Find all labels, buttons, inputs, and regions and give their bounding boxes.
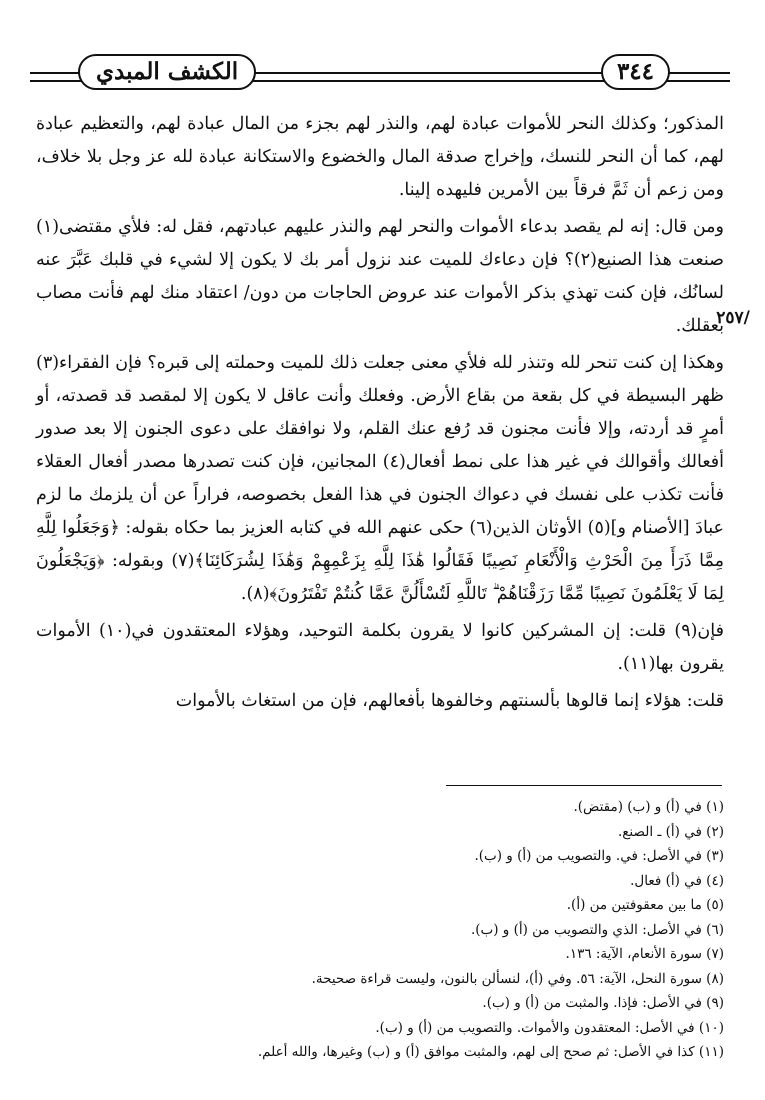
- footnotes: [36, 795, 724, 1065]
- paragraph: ومن قال: إنه لم يقصد بدعاء الأموات والنحر لهم والنذر عليهم عبادتهم، فقل له: فلأي مقتضى(١) صنعت هذا الصنيع(٢)؟ فإن دعاءك للميت عند نزول أمر بك لا يكون إلا لشيء في قلبك عَبَّرَ عنه لسانُك، فإن كنت تهذي بذكر الأموات عند عروض الحاجات من دون/ اعتقاد منك لهم فأنت مصاب بعقلك.: [36, 217, 724, 336]
- paragraph: فإن(٩) قلت: إن المشركين كانوا لا يقرون بكلمة التوحيد، وهؤلاء المعتقدون في(١٠) الأموات يقرون بها(١١).: [36, 621, 724, 674]
- main-text: [36, 108, 724, 718]
- footnote: (٥) ما بين معقوفتين من (أ).: [566, 897, 724, 913]
- footnote: (٣) في الأصل: في. والتصويب من (أ) و (ب).: [474, 848, 724, 864]
- paragraph: وهكذا إن كنت تنحر لله وتنذر لله فلأي معنى جعلت ذلك للميت وحملته إلى قبره؟ فإن الفقراء(٣) ظهر البسيطة في كل بقعة من بقاع الأرض. وفعلك وأنت عاقل لا يكون إلا لمقصد قد قصدته، أو أمرٍ قد أردته، وإلا فأنت مجنون قد رُفع عنك القلم، ولا نوافقك على دعوى الجنون إلا بعد صدور أفعالك وأقوالك في غير هذا على نمط أفعال(٤) المجانين، فإن كنت تصدرها مصدر أفعال العقلاء فأنت تكذب على نفسك في دعواك الجنون في هذا الفعل بخصوصه، فراراً عن أن يلزمك ما لزم عبادَ [الأصنام و](٥) الأوثان الذين(٦) حكى عنهم الله في كتابه العزيز بما حكاه بقوله: ﴿وَجَعَلُوا لِلَّهِ مِمَّا ذَرَأَ مِنَ الْحَرْثِ وَالْأَنْعَامِ نَصِيبًا فَقَالُوا هَٰذَا لِلَّهِ بِزَعْمِهِمْ وَهَٰذَا لِشُرَكَائِنَا﴾(٧) وبقوله: ﴿وَيَجْعَلُونَ لِمَا لَا يَعْلَمُونَ نَصِيبًا مِّمَّا رَزَقْنَاهُمْ ۗ تَاللَّهِ لَتُسْأَلُنَّ عَمَّا كُنتُمْ تَفْتَرُونَ﴾(٨).: [36, 353, 725, 604]
- footnote: (٨) سورة النحل، الآية: ٥٦. وفي (أ)، لنسألن بالنون، وليست قراءة صحيحة.: [311, 970, 724, 987]
- footnote: (٧) سورة الأنعام، الآية: ١٣٦.: [565, 946, 724, 962]
- paragraph: المذكور؛ وكذلك النحر للأموات عبادة لهم، والنذر لهم بجزء من المال عبادة لهم، والتعظيم عبادة لهم، كما أن النحر للنسك، وإخراج صدقة المال والخضوع والاستكانة عبادة لله عز وجل بلا خلاف، ومن زعم أن ثَمَّ فرقاً بين الأمرين فليهده إلينا.: [36, 114, 724, 200]
- paragraph: قلت: هؤلاء إنما قالوها بألسنتهم وخالفوها بأفعالهم، فإن من استغاث بالأموات: [175, 691, 724, 711]
- footnote: (١) في (أ) و (ب) (مقتض).: [573, 799, 724, 815]
- header-title: الكشف المبدي: [78, 54, 256, 90]
- margin-folio-reference: ٢٥٧/: [716, 308, 750, 328]
- footnote: (١٠) في الأصل: المعتقدون والأموات. والتصويب من (أ) و (ب).: [375, 1019, 724, 1036]
- footnote-separator: [446, 785, 722, 786]
- footnote: (١١) كذا في الأصل: ثم صحح إلى لهم، والمثبت موافق (أ) و (ب) وغيرها، والله أعلم.: [257, 1044, 724, 1060]
- running-header: [30, 52, 730, 90]
- page-number: ٣٤٤: [601, 54, 670, 90]
- footnote: (٦) في الأصل: الذي والتصويب من (أ) و (ب).: [470, 921, 724, 938]
- footnote: (٢) في (أ) ـ الصنع.: [617, 823, 724, 840]
- footnote: (٤) في (أ) فعال.: [630, 872, 724, 889]
- footnote: (٩) في الأصل: فإذا. والمثبت من (أ) و (ب).: [482, 995, 724, 1011]
